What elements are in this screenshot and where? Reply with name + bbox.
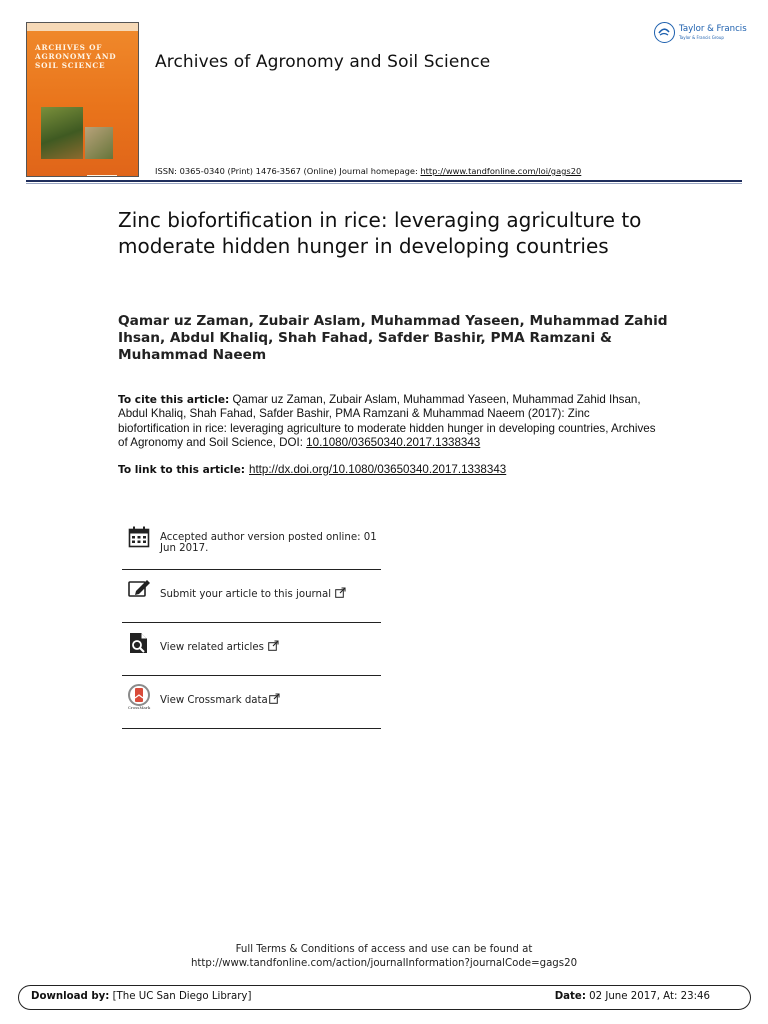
external-link-icon — [268, 640, 279, 654]
crossmark-label: View Crossmark data — [160, 695, 268, 706]
accepted-version-item — [122, 526, 381, 562]
header-divider — [26, 180, 742, 182]
journal-title[interactable]: Archives of Agronomy and Soil Science — [155, 52, 491, 72]
publisher-logo-icon — [654, 22, 675, 43]
related-articles-item[interactable] — [122, 630, 381, 664]
article-doi-link[interactable]: http://dx.doi.org/10.1080/03650340.2017.1338343 — [249, 463, 507, 476]
download-date-value: 02 June 2017, At: 23:46 — [585, 991, 710, 1002]
journal-homepage-link[interactable]: http://www.tandfonline.com/loi/gags20 — [420, 166, 582, 176]
crossmark-item[interactable] — [122, 684, 381, 718]
submit-article-label: Submit your article to this journal — [160, 589, 332, 600]
download-date-label: Date: — [554, 991, 586, 1002]
publisher-logo[interactable] — [654, 22, 754, 48]
crossmark-link[interactable] — [160, 693, 280, 707]
article-link-line — [118, 463, 678, 476]
info-divider — [122, 569, 381, 570]
article-authors: Qamar uz Zaman, Zubair Aslam, Muhammad Yaseen, Muhammad Zahid Ihsan, Abdul Khaliq, Shah Fahad, Safder Bashir, PMA Ramzani & Muhammad Naeem — [118, 313, 668, 363]
download-by-label: Download by: — [31, 991, 110, 1002]
cover-top-strip — [27, 23, 138, 31]
info-divider — [122, 675, 381, 676]
crossmark-icon-caption: CrossMark — [127, 705, 151, 710]
related-articles-icon — [128, 632, 150, 654]
download-info-bar — [18, 985, 751, 1010]
publisher-name: Taylor & Francis — [679, 24, 747, 34]
download-by-value: [The UC San Diego Library] — [109, 991, 252, 1002]
terms-url-link[interactable]: http://www.tandfonline.com/action/journalInformation?journalCode=gags20 — [190, 958, 578, 969]
related-articles-link[interactable] — [160, 640, 279, 654]
download-date — [555, 991, 710, 1002]
cover-photo-secondary — [85, 127, 113, 159]
terms-notice — [0, 943, 768, 971]
header-divider-secondary — [26, 183, 742, 184]
cover-title: ARCHIVES OF AGRONOMY AND SOIL SCIENCE — [35, 43, 117, 70]
journal-cover-image — [26, 22, 139, 177]
citation-label: To cite this article: — [118, 394, 230, 406]
citation-block — [118, 393, 658, 451]
citation-doi-link[interactable]: 10.1080/03650340.2017.1338343 — [306, 436, 481, 450]
submit-article-item[interactable] — [122, 577, 381, 611]
citation-text: Qamar uz Zaman, Zubair Aslam, Muhammad Yaseen, Muhammad Zahid Ihsan, Abdul Khaliq, Shah Fahad, Safder Bashir, PMA Ramzani & Muhammad Naeem (2017): Zinc biofortification in rice: leveraging agriculture to moderate hidden hunger in developing countries, Archives of Agronomy and Soil Science, DOI: — [118, 393, 656, 450]
external-link-icon — [335, 587, 346, 601]
article-link-label: To link to this article: — [118, 464, 245, 476]
info-divider — [122, 728, 381, 729]
submit-article-link[interactable] — [160, 587, 346, 601]
calendar-icon — [128, 526, 150, 548]
issn-text: ISSN: 0365-0340 (Print) 1476-3567 (Online) Journal homepage: — [155, 166, 421, 176]
cover-publisher-mark — [87, 175, 117, 177]
issn-line — [155, 166, 581, 176]
cover-photo — [41, 107, 83, 159]
download-by — [31, 991, 251, 1002]
info-divider — [122, 622, 381, 623]
publisher-group: Taylor & Francis Group — [679, 35, 724, 40]
terms-line: Full Terms & Conditions of access and use can be found at — [235, 944, 533, 955]
related-articles-label: View related articles — [160, 642, 264, 653]
edit-icon — [128, 577, 150, 599]
external-link-icon — [269, 693, 280, 707]
article-title: Zinc biofortification in rice: leveraging agriculture to moderate hidden hunger in developing countries — [118, 208, 642, 258]
accepted-version-text: Accepted author version posted online: 01 Jun 2017. — [160, 532, 377, 554]
crossmark-icon — [126, 684, 152, 712]
